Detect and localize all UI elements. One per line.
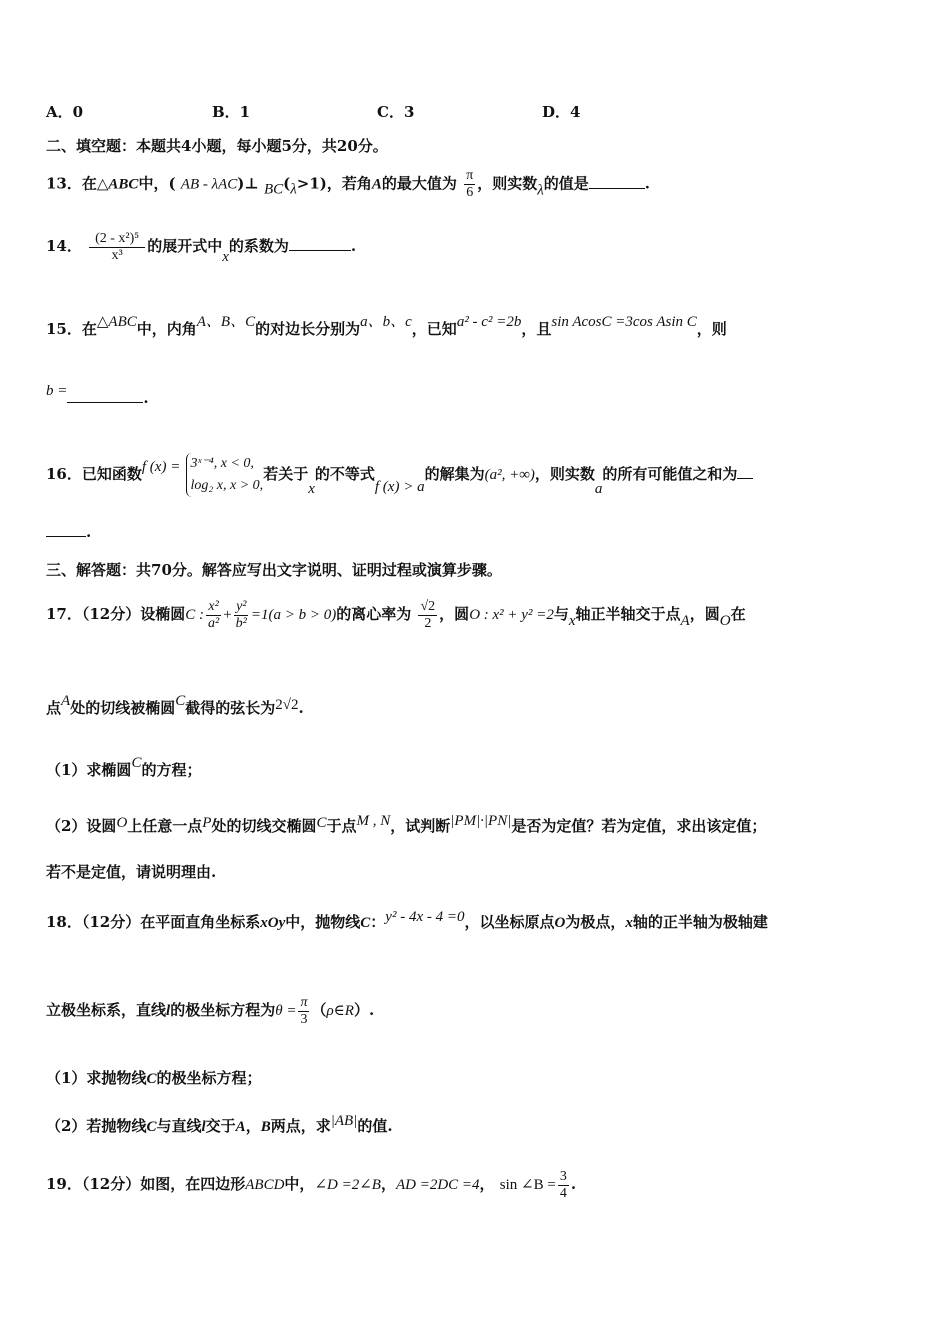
- q17-p1C: C: [131, 755, 142, 771]
- q16-t4: ，则实数: [534, 465, 595, 483]
- q14-frac-den: x³: [111, 247, 123, 263]
- q13-t6: 的值是: [543, 174, 589, 193]
- q16-end: .: [86, 523, 92, 541]
- q13-vec1: AB - λAC: [180, 176, 238, 193]
- q17-frac-y: [234, 599, 249, 632]
- q18-p2a: （2）若抛物线: [46, 1117, 147, 1135]
- q16-fx: f (x) =: [141, 459, 181, 475]
- q15-end: .: [143, 389, 149, 407]
- q13-t3: >1)，若角: [296, 174, 372, 193]
- q18-p2f: 的值.: [357, 1117, 393, 1135]
- q18-p2l: l: [201, 1119, 206, 1135]
- q17-l2C: C: [175, 693, 186, 709]
- q17-p2P: P: [202, 815, 212, 831]
- q15-t4: ，且: [521, 320, 552, 338]
- choice-a: A．0: [46, 103, 84, 121]
- q17-t1: 的离心率为: [336, 605, 412, 623]
- q18-t3: ，以坐标原点: [464, 913, 555, 931]
- q17-p2e: ，试判断: [390, 817, 451, 835]
- q18-t1: 中，抛物线: [285, 913, 361, 931]
- q18-l2a: 立极坐标系，直线: [46, 1001, 167, 1019]
- choice-c: C．3: [377, 103, 415, 121]
- q13-num: 13．在△: [46, 174, 109, 193]
- q16-interval: (a², +∞): [484, 467, 535, 483]
- q17-p2MN: M , N: [356, 813, 391, 829]
- q14-num: 14．: [46, 237, 82, 255]
- q17-p2f: 是否为定值？若为定值，求出该定值；: [511, 817, 767, 835]
- q17-l2c: 截得的弦长为: [185, 699, 276, 717]
- q18-p2e: 两点，求: [270, 1117, 331, 1135]
- q15-t5: ，则: [696, 320, 727, 338]
- q18-eq: y² - 4x - 4 =0: [385, 909, 465, 925]
- choice-d: D．4: [542, 103, 581, 121]
- question-19: [46, 1162, 910, 1207]
- q18-t4: 为极点，: [565, 913, 626, 931]
- q17-t5: ，圆: [689, 605, 720, 623]
- q13-frac-den: 6: [466, 185, 474, 200]
- q13-frac-num: π: [466, 168, 474, 183]
- q18-p2b: 与直线: [156, 1117, 202, 1135]
- q13-t5: ，则实数: [477, 174, 538, 193]
- q16-case1: 3ˣ⁻⁴, x < 0,: [190, 456, 254, 471]
- q17-p2a: （2）设圆: [46, 817, 117, 835]
- q17-p2b: 上任意一点: [127, 817, 203, 835]
- section3-heading: 三、解答题：共70分。解答应写出文字说明、证明过程或演算步骤。: [46, 561, 502, 579]
- q15-line2: b =: [46, 383, 68, 399]
- q17-ellipse-lhs: C :: [185, 607, 204, 623]
- q13-end: .: [644, 174, 650, 193]
- q17-ptA: A: [680, 613, 690, 629]
- q17-p2O: O: [116, 815, 128, 831]
- q13-perp: )⊥: [237, 174, 259, 193]
- q18-p1b: 的极坐标方程；: [156, 1069, 262, 1087]
- q16-t2: 的不等式: [314, 465, 375, 483]
- q17-xaxis: x: [568, 613, 576, 629]
- q13-t2: (: [283, 174, 291, 193]
- q17-p1a: （1）求椭圆: [46, 761, 132, 779]
- q17-e-num: √2: [420, 598, 436, 614]
- question-18: [46, 902, 910, 938]
- question-16-line2: [46, 522, 910, 542]
- q17-O: O: [719, 613, 731, 629]
- q16-var2: a: [594, 481, 603, 497]
- q15-t2: 的对边长分别为: [255, 320, 361, 338]
- q15-t3: ，已知: [411, 320, 457, 338]
- q18-th-den: 3: [300, 1011, 308, 1027]
- q18-p1a: （1）求抛物线: [46, 1069, 147, 1087]
- q16-case2: log₂ x, x > 0,: [190, 478, 264, 493]
- q16-t3: 的解集为: [424, 465, 485, 483]
- q17-ecc: [418, 599, 437, 632]
- q13-frac: [464, 168, 475, 201]
- q18-x: x: [625, 915, 633, 931]
- q19-sin: sin ∠B =: [499, 1177, 556, 1193]
- q19-end: .: [570, 1175, 577, 1193]
- choice-b: B．1: [212, 103, 251, 121]
- q14-answer-blank[interactable]: [289, 236, 351, 251]
- q17-p2C: C: [316, 815, 327, 831]
- q18-l2c: （: [311, 1001, 327, 1019]
- q18-t2: ：: [370, 913, 386, 931]
- question-17-part2: [46, 806, 910, 841]
- q18-xOy: xOy: [260, 915, 286, 931]
- q18-C: C: [360, 915, 371, 931]
- q16-answer-blank-2[interactable]: [46, 522, 86, 537]
- q18-p2B: B: [260, 1119, 271, 1135]
- q17-p2expr: |PM|·|PN|: [450, 813, 512, 829]
- q18-t5: 轴的正半轴为极轴建: [632, 913, 768, 931]
- q18-num: 18．（12分）在平面直角坐标系: [46, 913, 261, 931]
- q17-fx-num: x²: [208, 598, 219, 614]
- q18-rho: ρ∈R: [326, 1003, 354, 1019]
- q18-l: l: [166, 1003, 171, 1019]
- q13-t4: 的最大值为: [381, 174, 457, 193]
- q17-t2: ，圆: [439, 605, 470, 623]
- q13-vec2: BC: [264, 181, 284, 198]
- q17-l2len: 2√2: [275, 697, 299, 713]
- q18-p1C: C: [146, 1071, 157, 1087]
- q15-num: 15．在: [46, 320, 97, 338]
- question-15-line2: [46, 378, 910, 411]
- q17-num: 17．（12分）设椭圆: [46, 605, 186, 623]
- question-17: [46, 590, 910, 645]
- q18-th-num: π: [300, 994, 308, 1010]
- q18-p2AB: |AB|: [330, 1113, 358, 1129]
- q13-angle: A: [371, 176, 382, 193]
- section2-heading: 二、填空题：本题共4小题，每小题5分，共20分。: [46, 137, 388, 155]
- q14-t2: 的系数为: [228, 237, 289, 255]
- question-13: [46, 168, 910, 205]
- q19-quad: ABCD: [245, 1177, 285, 1193]
- q16-t5: 的所有可能值之和为: [602, 465, 738, 483]
- q13-t1: 中，(: [138, 174, 176, 193]
- question-18-part1: [46, 1068, 910, 1089]
- q17-p2d: 于点: [326, 817, 357, 835]
- q14-frac: [89, 231, 145, 264]
- question-17-part1: [46, 748, 910, 785]
- q13-answer-blank[interactable]: [589, 174, 645, 189]
- q17-fy-num: y²: [236, 598, 247, 614]
- q15-t1: 中，内角: [136, 320, 197, 338]
- q16-ineq: f (x) > a: [374, 479, 425, 495]
- q16-num: 16．已知函数: [46, 465, 142, 483]
- q15-answer-blank[interactable]: [67, 388, 143, 403]
- question-15: [46, 308, 910, 343]
- q17-circle: O : x² + y² =2: [469, 607, 554, 623]
- q17-e-den: 2: [424, 615, 432, 631]
- q16-t1: 若关于: [263, 465, 309, 483]
- q14-t1: 的展开式中: [147, 237, 223, 255]
- q15-tri: △ABC: [96, 314, 137, 330]
- q14-end: .: [350, 237, 357, 255]
- q17-l2a: 点: [46, 699, 62, 717]
- q13-lam2: λ: [537, 182, 544, 199]
- q17-t3: 与: [553, 605, 569, 623]
- q17-plus: +: [223, 607, 232, 623]
- q17-fy-den: b²: [235, 615, 247, 631]
- q17-t4: 轴正半轴交于点: [575, 605, 681, 623]
- q17-fx-den: a²: [208, 615, 220, 631]
- q14-frac-num: (2 - x²)⁵: [89, 231, 145, 248]
- q18-p2d: ，: [245, 1117, 261, 1135]
- question-18-part2: [46, 1106, 910, 1142]
- q13-tri: ABC: [108, 176, 139, 193]
- q17-t6: 在: [730, 605, 746, 623]
- q13-lam: λ: [290, 181, 297, 198]
- q18-l2b: 的极坐标方程为: [170, 1001, 276, 1019]
- q17-frac-x: [206, 599, 221, 632]
- question-17-line2: [46, 686, 910, 723]
- q17-l2end: .: [298, 699, 304, 717]
- q18-l2d: ）.: [353, 1001, 375, 1019]
- q15-sides: a、b、c: [360, 314, 412, 330]
- question-14: [46, 228, 910, 275]
- q17-ellipse-rhs: =1(a > b > 0): [250, 607, 337, 623]
- q19-t1: 中，: [284, 1175, 315, 1193]
- q18-p2c: 交于: [205, 1117, 236, 1135]
- question-18-line2: [46, 988, 910, 1033]
- q19-t3: ，: [479, 1175, 495, 1193]
- q19-num: 19．（12分）如图，在四边形: [46, 1175, 246, 1193]
- q18-frac: [298, 995, 309, 1028]
- q19-c1: ∠D =2∠B: [314, 1177, 381, 1193]
- q15-cond1: a² - c² =2b: [456, 314, 522, 330]
- q18-p2A: A: [235, 1119, 246, 1135]
- q19-s-num: 3: [559, 1168, 567, 1184]
- q19-c2: AD =2DC =4: [395, 1177, 480, 1193]
- q18-O: O: [554, 915, 566, 931]
- question-16: [46, 440, 910, 516]
- q19-t2: ，: [380, 1175, 396, 1193]
- q16-piecewise: [186, 453, 264, 497]
- q15-angles: A、B、C: [196, 314, 256, 330]
- q16-var: x: [308, 481, 315, 497]
- q17-p1b: 的方程；: [141, 761, 202, 779]
- q14-var: x: [222, 249, 229, 265]
- q18-theta: θ =: [275, 1003, 297, 1019]
- q17-l2b: 处的切线被椭圆: [70, 699, 176, 717]
- q18-p2C: C: [146, 1119, 157, 1135]
- q15-cond2: sin AcosC =3cos Asin C: [551, 314, 697, 330]
- q17-l2A: A: [61, 693, 71, 709]
- q19-s-den: 4: [559, 1185, 567, 1201]
- q16-answer-blank[interactable]: [737, 464, 753, 479]
- question-17-part2-line2: 若不是定值，请说明理由.: [46, 863, 217, 881]
- q19-frac: [558, 1169, 569, 1202]
- q17-p2c: 处的切线交椭圆: [211, 817, 317, 835]
